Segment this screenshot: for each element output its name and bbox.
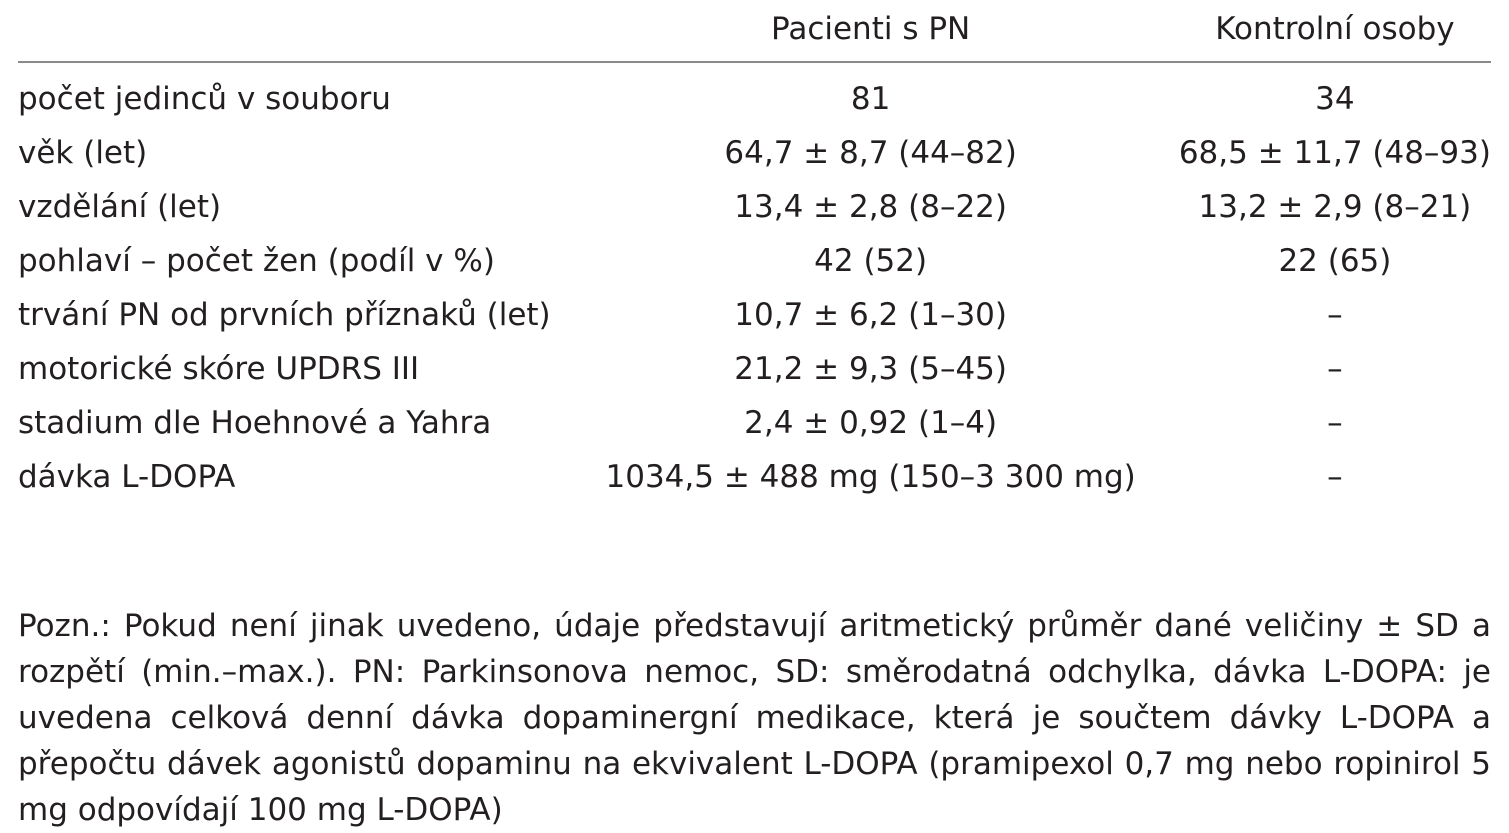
row-label: věk (let) [18,135,148,171]
row-label: počet jedinců v souboru [18,81,391,117]
row-patients-value: 42 (52) [814,243,928,279]
row-patients-value: 64,7 ± 8,7 (44–82) [724,135,1017,171]
row-label: trvání PN od prvních příznaků (let) [18,297,551,333]
row-controls-value: 68,5 ± 11,7 (48–93) [1178,135,1491,171]
demographics-table [18,0,1491,504]
row-label: stadium dle Hoehnové a Yahra [18,405,492,441]
row-controls-value: 22 (65) [1278,243,1392,279]
table-footnote: Pozn.: Pokud není jinak uvedeno, údaje představují aritmetický průměr dané veličiny ± SD a rozpětí (min.–max.). PN: Parkinsonova nemoc, SD: směrodatná odchylka, dávka L-DOPA: je uvedena celková denní dávka dopaminergní medikace, která je součtem dávky L-DOPA a přepočtu dávek agonistů dopaminu na ekvivalent L-DOPA (pramipexol 0,7 mg nebo ropinirol 5 mg odpovídají 100 mg L-DOPA) [18,608,1491,828]
row-patients-value: 81 [850,81,891,117]
table-row [18,180,1491,234]
table-row [18,450,1491,504]
table-row [18,234,1491,288]
table-row [18,288,1491,342]
demographics-table-container [18,0,1491,504]
row-patients-value: 2,4 ± 0,92 (1–4) [744,405,998,441]
row-controls-value: – [1327,351,1343,387]
row-label: dávka L-DOPA [18,459,236,495]
header-controls: Kontrolní osoby [1215,11,1455,47]
row-controls-value: – [1327,297,1343,333]
row-patients-value: 13,4 ± 2,8 (8–22) [734,189,1007,225]
table-row [18,126,1491,180]
row-controls-value: – [1327,459,1343,495]
row-label: motorické skóre UPDRS III [18,351,420,387]
row-patients-value: 10,7 ± 6,2 (1–30) [734,297,1007,333]
row-controls-value: 13,2 ± 2,9 (8–21) [1198,189,1472,225]
table-row [18,396,1491,450]
row-controls-value: – [1327,405,1343,441]
table-header-row [18,0,1491,60]
row-label: vzdělání (let) [18,189,222,225]
table-row [18,60,1491,126]
row-label: pohlaví – počet žen (podíl v %) [18,243,495,279]
table-row [18,342,1491,396]
row-patients-value: 1034,5 ± 488 mg (150–3 300 mg) [605,459,1136,495]
row-patients-value: 21,2 ± 9,3 (5–45) [734,351,1007,387]
row-controls-value: 34 [1315,81,1355,117]
header-patients: Pacienti s PN [771,11,971,47]
header-label-column [18,0,572,60]
header-divider [18,61,1491,63]
